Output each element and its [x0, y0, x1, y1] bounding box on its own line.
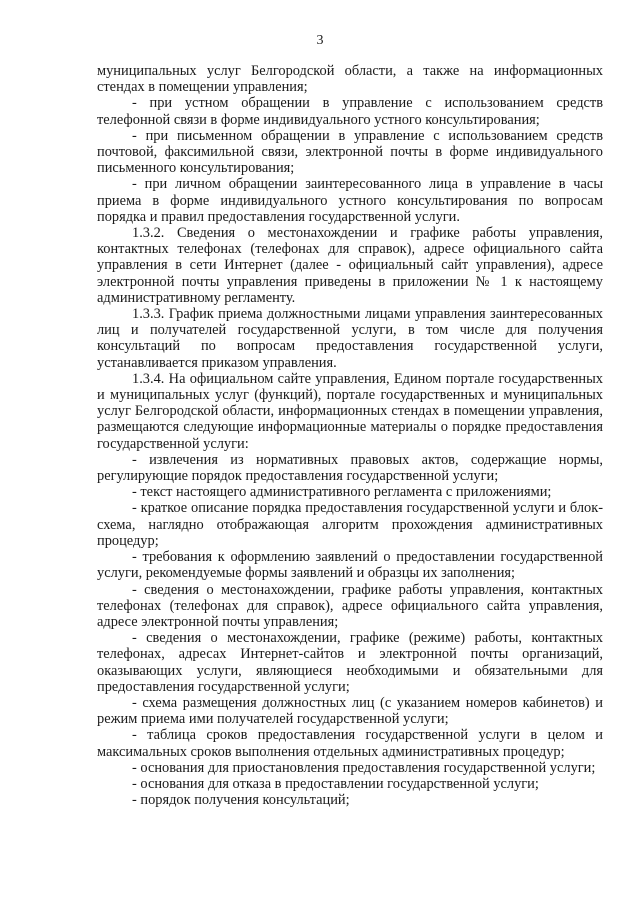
paragraph: - краткое описание порядка предоставления государственной услуги и блок-схема, наглядно отображающая алгоритм прохождения административных процедур; [97, 500, 603, 549]
paragraph: - порядок получения консультаций; [132, 792, 350, 809]
paragraph: - сведения о местонахождении, графике (режиме) работы, контактных телефонах, адресах Интернет-сайтов и электронной почты организаций, оказывающих услуги, являющиеся необходимыми и обязательными для предоставления государственной услуги; [97, 630, 603, 695]
document-body [97, 63, 603, 808]
paragraph: муниципальных услуг Белгородской области, а также на информационных стендах в помещении управления; [97, 63, 603, 96]
paragraph: - таблица сроков предоставления государственной услуги в целом и максимальных сроков выполнения отдельных административных процедур; [97, 727, 603, 760]
paragraph: 1.3.3. График приема должностными лицами управления заинтересованных лиц и получателей государственной услуги, в том числе для получения консультаций по вопросам предоставления государственной услуги, устанавливается приказом управления. [97, 306, 603, 371]
paragraph: 1.3.4. На официальном сайте управления, Едином портале государственных и муниципальных услуг (функций), портале государственных и муниципальных услуг Белгородской области, информационных стендах в помещении управления, размещаются следующие информационные материалы о порядке предоставления государственной услуги: [97, 370, 603, 452]
paragraph: 1.3.2. Сведения о местонахождении и графике работы управления, контактных телефонах (телефонах для справок), адресе официального сайта управления в сети Интернет (далее - официальный сайт управления), адресе электронной почты управления приведены в приложении № 1 к настоящему административному регламенту. [97, 225, 603, 306]
paragraph: - текст настоящего административного регламента с приложениями; [132, 484, 552, 501]
paragraph: - сведения о местонахождении, графике работы управления, контактных телефонах (телефонах для справок), адресе официального сайта управления, адресе электронной почты управления; [97, 581, 603, 630]
paragraph: - при устном обращении в управление с использованием средств телефонной связи в форме индивидуального устного консультирования; [97, 95, 603, 128]
paragraph: - при личном обращении заинтересованного лица в управление в часы приема в форме индивидуального устного консультирования по вопросам порядка и правил предоставления государственной услуги. [97, 176, 603, 225]
paragraph: - при письменном обращении в управление с использованием средств почтовой, факсимильной связи, электронной почты в форме индивидуального письменного консультирования; [97, 127, 603, 177]
paragraph: - основания для приостановления предоставления государственной услуги; [132, 759, 596, 776]
paragraph: - извлечения из нормативных правовых актов, содержащие нормы, регулирующие порядок предоставления государственной услуги; [97, 451, 603, 485]
paragraph: - требования к оформлению заявлений о предоставлении государственной услуги, рекомендуемые формы заявлений и образцы их заполнения; [97, 549, 603, 582]
page-number: 3 [316, 33, 324, 48]
paragraph: - основания для отказа в предоставлении государственной услуги; [132, 775, 539, 792]
paragraph: - схема размещения должностных лиц (с указанием номеров кабинетов) и режим приема ими получателей государственной услуги; [97, 694, 603, 728]
